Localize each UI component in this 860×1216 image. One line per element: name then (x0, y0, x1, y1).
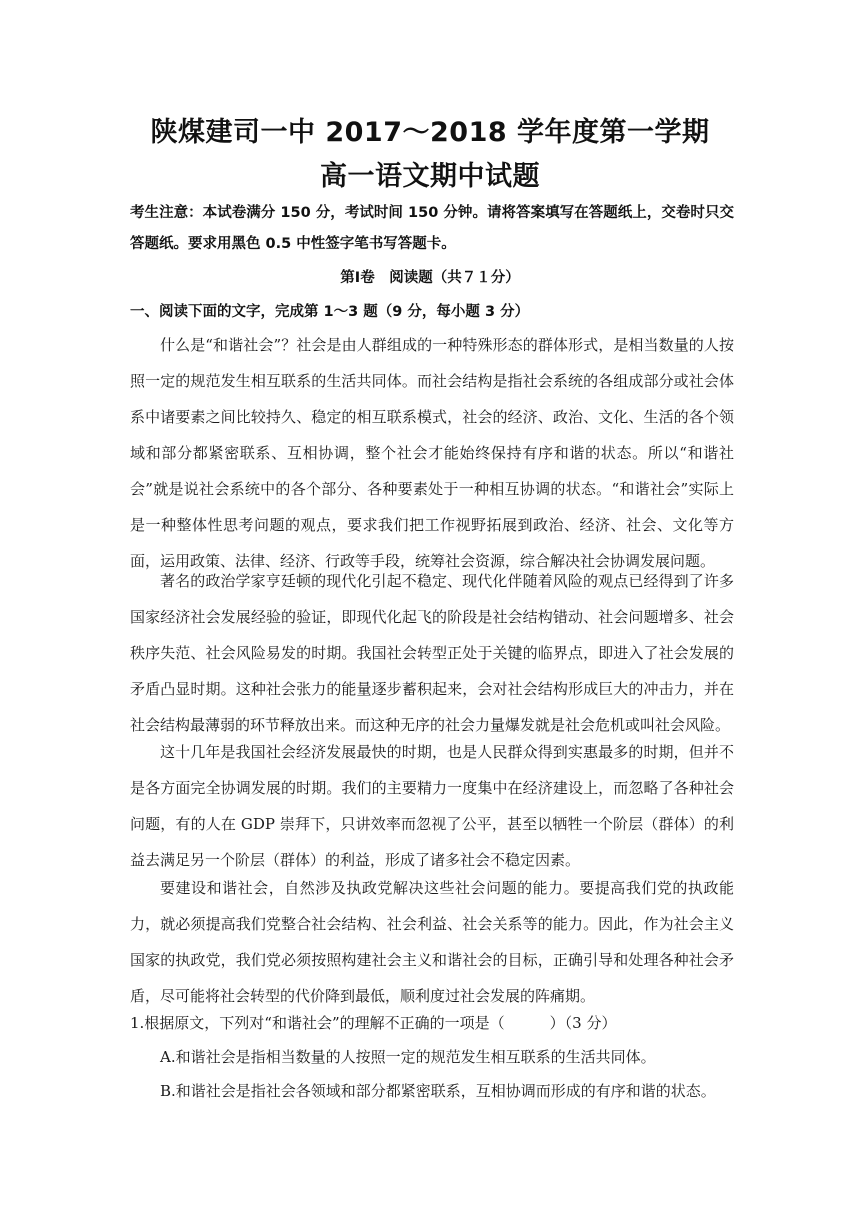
exam-notice: 考生注意：本试卷满分 150 分，考试时间 150 分钟。请将答案填写在答题纸上，交卷时只交答题纸。要求用黑色 0.5 中性签字笔书写答题卡。 (130, 205, 734, 252)
question-group-header: 一、阅读下面的文字，完成第 1～3 题（9 分，每小题 3 分） (130, 304, 530, 320)
passage-paragraph-4: 要建设和谐社会，自然涉及执政党解决这些社会问题的能力。要提高我们党的执政能力，就必须提高我们党整合社会结构、社会利益、社会关系等的能力。因此，作为社会主义国家的执政党，我们党必须按照构建社会主义和谐社会的目标，正确引导和处理各种社会矛盾，尽可能将社会转型的代价降到最低，顺利度过社会发展的阵痛期。 (130, 879, 734, 1005)
question-1-option-a: A.和谐社会是指相当数量的人按照一定的规范发生相互联系的生活共同体。 (160, 1048, 656, 1066)
passage-paragraph-3: 这十几年是我国社会经济发展最快的时期，也是人民群众得到实惠最多的时期，但并不是各方面完全协调发展的时期。我们的主要精力一度集中在经济建设上，而忽略了各种社会问题，有的人在 GDP 崇拜下，只讲效率而忽视了公平，甚至以牺牲一个阶层（群体）的利益去满足另一个阶层（群体）的利益，形成了诸多社会不稳定因素。 (130, 743, 734, 869)
question-1-stem: 1.根据原文，下列对“和谐社会”的理解不正确的一项是（ ）（3 分） (130, 1014, 617, 1032)
question-1-option-b: B.和谐社会是指社会各领域和部分都紧密联系，互相协调而形成的有序和谐的状态。 (160, 1082, 716, 1100)
exam-title-line1: 陕煤建司一中 2017～2018 学年度第一学期 (150, 117, 710, 148)
passage-paragraph-2: 著名的政治学家亨廷顿的现代化引起不稳定、现代化伴随着风险的观点已经得到了许多国家经济社会发展经验的验证，即现代化起飞的阶段是社会结构错动、社会问题增多、社会秩序失范、社会风险易发的时期。我国社会转型正处于关键的临界点，即进入了社会发展的矛盾凸显时期。这种社会张力的能量逐步蓄积起来，会对社会结构形成巨大的冲击力，并在社会结构最薄弱的环节释放出来。而这种无序的社会力量爆发就是社会危机或叫社会风险。 (130, 572, 734, 734)
exam-title-line2: 高一语文期中试题 (320, 161, 540, 192)
passage-paragraph-1: 什么是“和谐社会”？社会是由人群组成的一种特殊形态的群体形式，是相当数量的人按照一定的规范发生相互联系的生活共同体。而社会结构是指社会系统的各组成部分或社会体系中诸要素之间比较持久、稳定的相互联系模式，社会的经济、政治、文化、生活的各个领域和部分都紧密联系、互相协调，整个社会才能始终保持有序和谐的状态。所以“和谐社会”就是说社会系统中的各个部分、各种要素处于一种相互协调的状态。“和谐社会”实际上是一种整体性思考问题的观点，要求我们把工作视野拓展到政治、经济、社会、文化等方面，运用政策、法律、经济、行政等手段，统筹社会资源，综合解决社会协调发展问题。 (130, 336, 734, 570)
section-header: 第Ⅰ卷 阅读题（共７１分） (340, 270, 520, 286)
